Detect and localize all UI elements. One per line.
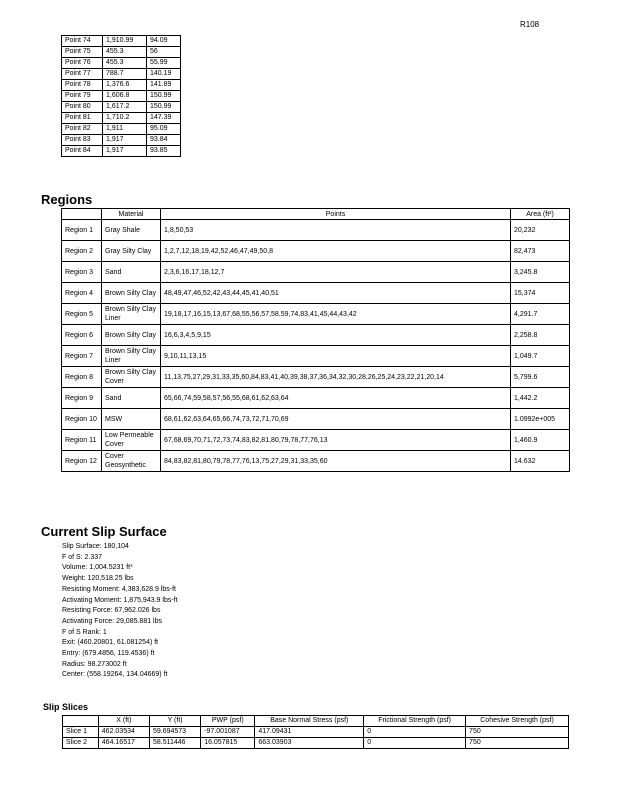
points-row bbox=[62, 124, 181, 135]
region-material-cell: Brown Silty Clay Liner bbox=[102, 346, 161, 367]
points-cell: 1,910.99 bbox=[103, 36, 147, 47]
points-cell: 455.3 bbox=[103, 47, 147, 58]
region-name-cell: Region 12 bbox=[62, 451, 102, 472]
region-row bbox=[62, 388, 570, 409]
region-name-cell: Region 10 bbox=[62, 409, 102, 430]
region-row bbox=[62, 283, 570, 304]
region-name-cell: Region 6 bbox=[62, 325, 102, 346]
slip-info-line: Entry: (679.4856, 119.4536) ft bbox=[62, 650, 155, 658]
points-cell: Point 84 bbox=[62, 146, 103, 157]
points-cell: Point 80 bbox=[62, 102, 103, 113]
slip-slices-table bbox=[62, 715, 569, 749]
region-material-cell: Sand bbox=[102, 388, 161, 409]
region-material-cell: Gray Silty Clay bbox=[102, 241, 161, 262]
points-cell: 1,917 bbox=[103, 135, 147, 146]
region-area-cell: 1,442.2 bbox=[511, 388, 570, 409]
points-row bbox=[62, 80, 181, 91]
slip-info-line: Center: (558.19264, 134.04669) ft bbox=[62, 671, 168, 679]
points-cell: 150.99 bbox=[147, 91, 181, 102]
points-cell: Point 81 bbox=[62, 113, 103, 124]
slice-cell: 16.057815 bbox=[201, 738, 255, 749]
points-cell: 1,617.2 bbox=[103, 102, 147, 113]
points-row bbox=[62, 36, 181, 47]
slip-info-line: Activating Moment: 1,875,943.9 lbs-ft bbox=[62, 596, 178, 604]
points-cell: 1,376.6 bbox=[103, 80, 147, 91]
points-cell: Point 82 bbox=[62, 124, 103, 135]
slice-cell: 417.09431 bbox=[255, 727, 364, 738]
slice-cell: -97.001087 bbox=[201, 727, 255, 738]
region-name-cell: Region 2 bbox=[62, 241, 102, 262]
slices-header-cell: Frictional Strength (psf) bbox=[364, 716, 466, 727]
points-row bbox=[62, 69, 181, 80]
region-row bbox=[62, 430, 570, 451]
points-cell: 455.3 bbox=[103, 58, 147, 69]
points-cell: 1,911 bbox=[103, 124, 147, 135]
slices-header-cell bbox=[63, 716, 99, 727]
region-material-cell: Brown Silty Clay Cover bbox=[102, 367, 161, 388]
region-material-cell: MSW bbox=[102, 409, 161, 430]
regions-header-material: Material bbox=[102, 209, 161, 220]
region-name-cell: Region 8 bbox=[62, 367, 102, 388]
region-row bbox=[62, 451, 570, 472]
region-row bbox=[62, 220, 570, 241]
region-points-cell: 2,3,6,16,17,18,12,7 bbox=[161, 262, 511, 283]
region-points-cell: 1,8,50,53 bbox=[161, 220, 511, 241]
region-points-cell: 1,2,7,12,18,19,42,52,46,47,49,50,8 bbox=[161, 241, 511, 262]
region-area-cell: 3,245.8 bbox=[511, 262, 570, 283]
points-cell: Point 77 bbox=[62, 69, 103, 80]
points-row bbox=[62, 58, 181, 69]
region-points-cell: 9,10,11,13,15 bbox=[161, 346, 511, 367]
points-cell: 140.19 bbox=[147, 69, 181, 80]
slip-slices-heading: Slip Slices bbox=[43, 702, 89, 712]
slice-cell: 58.511446 bbox=[149, 738, 200, 749]
points-cell: 1,710.2 bbox=[103, 113, 147, 124]
regions-header-region bbox=[62, 209, 102, 220]
points-row bbox=[62, 102, 181, 113]
slices-header-cell: Cohesive Strength (psf) bbox=[466, 716, 569, 727]
slices-header-cell: X (ft) bbox=[98, 716, 149, 727]
page-number: R108 bbox=[520, 20, 540, 29]
points-cell: Point 78 bbox=[62, 80, 103, 91]
points-cell: 141.89 bbox=[147, 80, 181, 91]
points-cell: Point 75 bbox=[62, 47, 103, 58]
slice-row bbox=[63, 738, 569, 749]
region-row bbox=[62, 325, 570, 346]
region-area-cell: 2,258.8 bbox=[511, 325, 570, 346]
slices-header-cell: Base Normal Stress (psf) bbox=[255, 716, 364, 727]
region-name-cell: Region 5 bbox=[62, 304, 102, 325]
region-row bbox=[62, 367, 570, 388]
region-points-cell: 65,66,74,59,58,57,56,55,68,61,62,63,64 bbox=[161, 388, 511, 409]
region-name-cell: Region 11 bbox=[62, 430, 102, 451]
points-cell: 56 bbox=[147, 47, 181, 58]
slip-info-line: F of S: 2.337 bbox=[62, 553, 103, 561]
slice-cell: Slice 2 bbox=[63, 738, 99, 749]
regions-heading: Regions bbox=[41, 192, 93, 207]
points-row bbox=[62, 135, 181, 146]
slip-info-line: F of S Rank: 1 bbox=[62, 628, 107, 636]
points-cell: 788.7 bbox=[103, 69, 147, 80]
region-area-cell: 1,049.7 bbox=[511, 346, 570, 367]
region-name-cell: Region 7 bbox=[62, 346, 102, 367]
slip-info-line: Volume: 1,004.5231 ft³ bbox=[62, 564, 133, 572]
regions-table bbox=[61, 208, 570, 472]
region-row bbox=[62, 346, 570, 367]
points-row bbox=[62, 91, 181, 102]
slice-cell: 59.694573 bbox=[149, 727, 200, 738]
slice-cell: 663.03903 bbox=[255, 738, 364, 749]
points-cell: 150.99 bbox=[147, 102, 181, 113]
region-material-cell: Low Permeable Cover bbox=[102, 430, 161, 451]
points-cell: 93.84 bbox=[147, 135, 181, 146]
region-name-cell: Region 4 bbox=[62, 283, 102, 304]
region-area-cell: 15,374 bbox=[511, 283, 570, 304]
region-area-cell: 1.0992e+005 bbox=[511, 409, 570, 430]
points-cell: 1,606.8 bbox=[103, 91, 147, 102]
regions-header-row bbox=[62, 209, 570, 220]
points-cell: 93.85 bbox=[147, 146, 181, 157]
slice-cell: 0 bbox=[364, 738, 466, 749]
points-row bbox=[62, 146, 181, 157]
points-cell: 1,917 bbox=[103, 146, 147, 157]
slip-info-line: Exit: (460.20801, 61.081254) ft bbox=[62, 639, 159, 647]
slices-header-row bbox=[63, 716, 569, 727]
region-row bbox=[62, 409, 570, 430]
region-name-cell: Region 1 bbox=[62, 220, 102, 241]
region-row bbox=[62, 241, 570, 262]
region-points-cell: 11,13,75,27,29,31,33,35,60,84,83,41,40,39,38,37,36,34,32,30,28,26,25,24,23,22,21,20,14 bbox=[161, 367, 511, 388]
regions-header-points: Points bbox=[161, 209, 511, 220]
slice-cell: Slice 1 bbox=[63, 727, 99, 738]
points-cell: Point 76 bbox=[62, 58, 103, 69]
regions-header-area: Area (ft²) bbox=[511, 209, 570, 220]
region-points-cell: 48,49,47,46,52,42,43,44,45,41,40,51 bbox=[161, 283, 511, 304]
slip-info-line: Activating Force: 29,085.881 lbs bbox=[62, 617, 163, 625]
region-material-cell: Gray Shale bbox=[102, 220, 161, 241]
region-material-cell: Cover Geosynthetic bbox=[102, 451, 161, 472]
slip-info-line: Weight: 120,518.25 lbs bbox=[62, 575, 134, 583]
region-points-cell: 68,61,62,63,64,65,66,74,73,72,71,70,69 bbox=[161, 409, 511, 430]
points-cell: 147.39 bbox=[147, 113, 181, 124]
region-material-cell: Sand bbox=[102, 262, 161, 283]
region-material-cell: Brown Silty Clay Liner bbox=[102, 304, 161, 325]
slice-cell: 464.16517 bbox=[98, 738, 149, 749]
slip-surface-heading: Current Slip Surface bbox=[41, 524, 167, 539]
points-cell: Point 74 bbox=[62, 36, 103, 47]
slices-header-cell: PWP (psf) bbox=[201, 716, 255, 727]
region-area-cell: 20,232 bbox=[511, 220, 570, 241]
slices-header-cell: Y (ft) bbox=[149, 716, 200, 727]
region-points-cell: 67,68,69,70,71,72,73,74,83,82,81,80,79,78,77,76,13 bbox=[161, 430, 511, 451]
slice-cell: 462.03534 bbox=[98, 727, 149, 738]
region-name-cell: Region 3 bbox=[62, 262, 102, 283]
region-points-cell: 16,6,3,4,5,9,15 bbox=[161, 325, 511, 346]
region-row bbox=[62, 262, 570, 283]
region-points-cell: 19,18,17,16,15,13,67,68,55,56,57,58,59,74,83,41,45,44,43,42 bbox=[161, 304, 511, 325]
points-row bbox=[62, 47, 181, 58]
slip-surface-info bbox=[62, 542, 178, 681]
slice-cell: 750 bbox=[466, 738, 569, 749]
slice-row bbox=[63, 727, 569, 738]
region-points-cell: 84,83,82,81,80,79,78,77,76,13,75,27,29,31,33,35,60 bbox=[161, 451, 511, 472]
region-material-cell: Brown Silty Clay bbox=[102, 325, 161, 346]
region-row bbox=[62, 304, 570, 325]
slice-cell: 750 bbox=[466, 727, 569, 738]
points-cell: 94.09 bbox=[147, 36, 181, 47]
region-area-cell: 1,460.9 bbox=[511, 430, 570, 451]
points-table bbox=[61, 35, 181, 157]
points-cell: 95.09 bbox=[147, 124, 181, 135]
slip-info-line: Resisting Moment: 4,383,628.9 lbs-ft bbox=[62, 585, 177, 593]
slip-info-line: Radius: 98.273002 ft bbox=[62, 660, 127, 668]
slice-cell: 0 bbox=[364, 727, 466, 738]
points-row bbox=[62, 113, 181, 124]
region-area-cell: 4,291.7 bbox=[511, 304, 570, 325]
region-material-cell: Brown Silty Clay bbox=[102, 283, 161, 304]
points-cell: 55.99 bbox=[147, 58, 181, 69]
region-name-cell: Region 9 bbox=[62, 388, 102, 409]
region-area-cell: 5,799.6 bbox=[511, 367, 570, 388]
slip-info-line: Resisting Force: 67,962.026 lbs bbox=[62, 607, 161, 615]
points-cell: Point 79 bbox=[62, 91, 103, 102]
points-cell: Point 83 bbox=[62, 135, 103, 146]
region-area-cell: 82,473 bbox=[511, 241, 570, 262]
region-area-cell: 14.632 bbox=[511, 451, 570, 472]
slip-info-line: Slip Surface: 180,104 bbox=[62, 543, 129, 550]
